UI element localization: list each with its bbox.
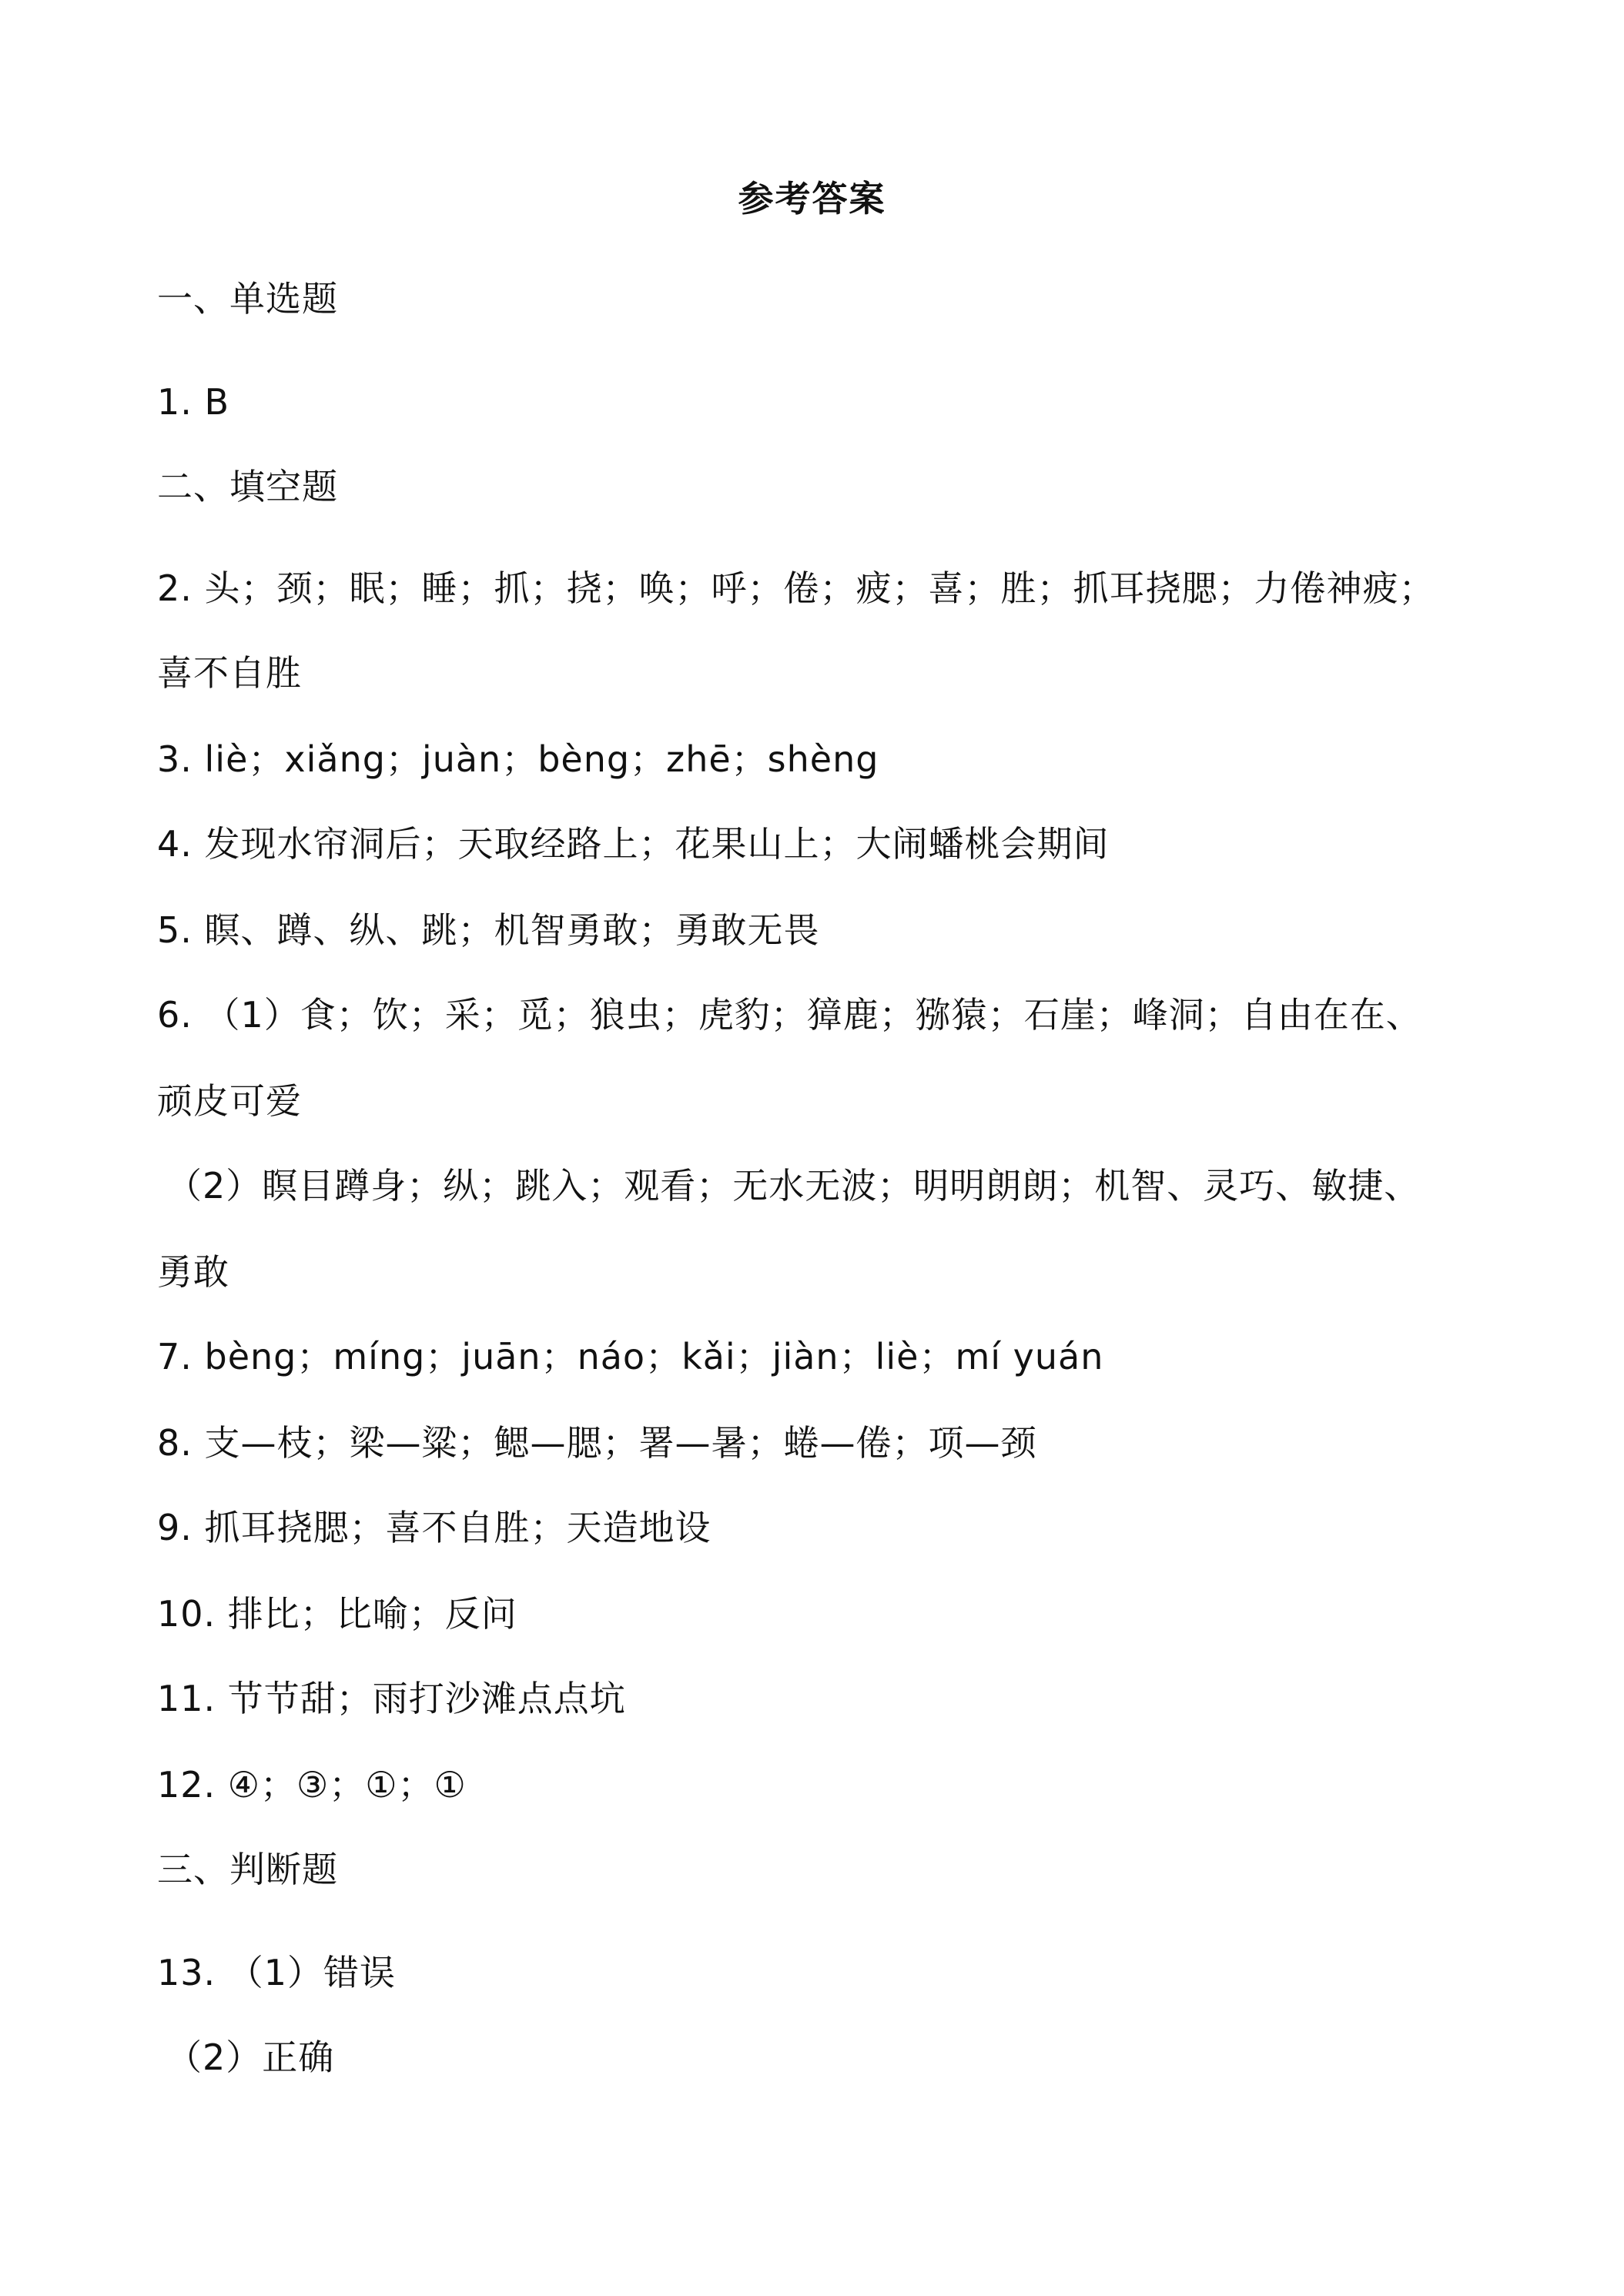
answer-6-line-1: 6. （1）食；饮；采；觅；狼虫；虎豹；獐鹿；猕猿；石崖；峰洞；自由在在、 [157, 994, 1422, 1036]
answer-4: 4. 发现水帘洞后；天取经路上；花果山上；大闹蟠桃会期间 [157, 823, 1110, 865]
answer-13-line-2: （2）正确 [166, 2037, 335, 2078]
section-heading-fill-blank: 二、填空题 [157, 466, 338, 507]
answer-6-line-3: （2）瞑目蹲身；纵；跳入；观看；无水无波；明明朗朗；机智、灵巧、敏捷、 [166, 1165, 1421, 1207]
answer-1: 1. B [157, 381, 230, 423]
answer-11: 11. 节节甜；雨打沙滩点点坑 [157, 1678, 626, 1719]
answer-7: 7. bèng；míng；juān；náo；kǎi；jiàn；liè；mí yuán [157, 1336, 1104, 1377]
answer-8: 8. 支—枝；梁—粱；鳃—腮；署—暑；蜷—倦；项—颈 [157, 1422, 1037, 1464]
answer-6-line-4: 勇敢 [157, 1251, 229, 1293]
answer-13-line-1: 13. （1）错误 [157, 1952, 397, 1993]
section-heading-true-false: 三、判断题 [157, 1849, 338, 1890]
answer-3: 3. liè；xiǎng；juàn；bèng；zhē；shèng [157, 738, 879, 780]
section-heading-single-choice: 一、单选题 [157, 278, 338, 320]
answer-6-line-2: 顽皮可爱 [157, 1080, 302, 1122]
answer-10: 10. 排比；比喻；反问 [157, 1593, 517, 1635]
answer-2-line-1: 2. 头；颈；眠；睡；抓；挠；唤；呼；倦；疲；喜；胜；抓耳挠腮；力倦神疲； [157, 567, 1435, 609]
answer-9: 9. 抓耳挠腮；喜不自胜；天造地设 [157, 1507, 712, 1548]
page-title: 参考答案 [738, 178, 886, 219]
answer-2-line-2: 喜不自胜 [157, 652, 302, 694]
answer-5: 5. 瞑、蹲、纵、跳；机智勇敢；勇敢无畏 [157, 909, 820, 951]
answer-12: 12. ④；③；①；① [157, 1764, 467, 1806]
